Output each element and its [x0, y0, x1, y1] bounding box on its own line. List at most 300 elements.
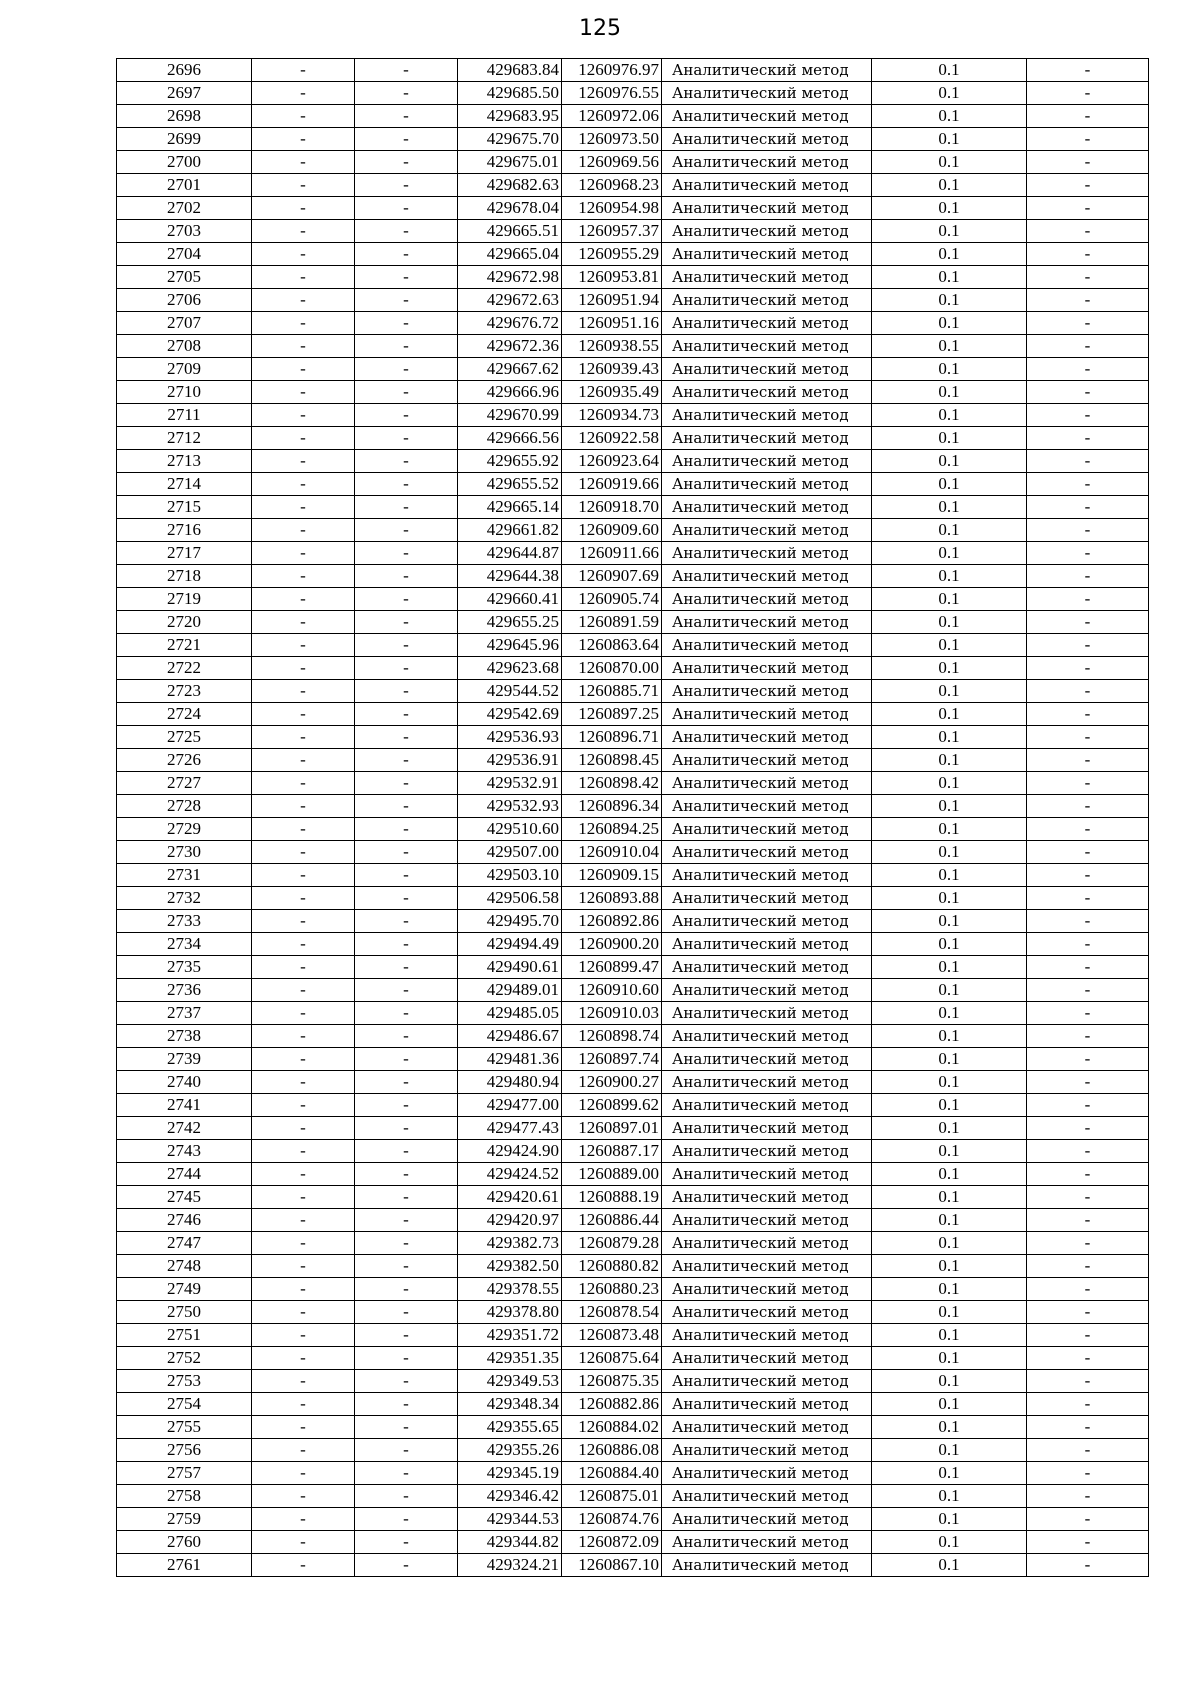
empty-cell-2: - — [355, 335, 458, 358]
coord-x: 429324.21 — [458, 1554, 562, 1577]
coord-y: 1260910.60 — [562, 979, 662, 1002]
point-number: 2716 — [117, 519, 252, 542]
empty-cell-1: - — [252, 266, 355, 289]
point-number: 2719 — [117, 588, 252, 611]
empty-cell-3: - — [1027, 726, 1149, 749]
accuracy-cell: 0.1 — [872, 703, 1027, 726]
table-row — [117, 1163, 1149, 1186]
empty-cell-3: - — [1027, 933, 1149, 956]
point-number: 2752 — [117, 1347, 252, 1370]
coord-x: 429495.70 — [458, 910, 562, 933]
empty-cell-1: - — [252, 772, 355, 795]
coord-y: 1260898.45 — [562, 749, 662, 772]
table-row — [117, 519, 1149, 542]
coord-y: 1260934.73 — [562, 404, 662, 427]
table-row — [117, 1324, 1149, 1347]
empty-cell-2: - — [355, 979, 458, 1002]
table-row — [117, 1485, 1149, 1508]
table-row — [117, 312, 1149, 335]
accuracy-cell: 0.1 — [872, 381, 1027, 404]
point-number: 2704 — [117, 243, 252, 266]
empty-cell-2: - — [355, 1048, 458, 1071]
coord-y: 1260886.08 — [562, 1439, 662, 1462]
table-row — [117, 841, 1149, 864]
accuracy-cell: 0.1 — [872, 933, 1027, 956]
accuracy-cell: 0.1 — [872, 289, 1027, 312]
point-number: 2740 — [117, 1071, 252, 1094]
coord-x: 429477.00 — [458, 1094, 562, 1117]
method-cell: Аналитический метод — [662, 1370, 872, 1393]
coord-x: 429481.36 — [458, 1048, 562, 1071]
coord-y: 1260898.42 — [562, 772, 662, 795]
accuracy-cell: 0.1 — [872, 749, 1027, 772]
coord-x: 429655.25 — [458, 611, 562, 634]
coord-x: 429351.72 — [458, 1324, 562, 1347]
method-cell: Аналитический метод — [662, 1278, 872, 1301]
accuracy-cell: 0.1 — [872, 1048, 1027, 1071]
coord-x: 429532.93 — [458, 795, 562, 818]
empty-cell-3: - — [1027, 680, 1149, 703]
accuracy-cell: 0.1 — [872, 795, 1027, 818]
table-row — [117, 220, 1149, 243]
empty-cell-3: - — [1027, 1163, 1149, 1186]
table-row — [117, 956, 1149, 979]
method-cell: Аналитический метод — [662, 289, 872, 312]
empty-cell-3: - — [1027, 1531, 1149, 1554]
empty-cell-2: - — [355, 680, 458, 703]
empty-cell-1: - — [252, 1393, 355, 1416]
point-number: 2746 — [117, 1209, 252, 1232]
empty-cell-2: - — [355, 1209, 458, 1232]
coord-y: 1260886.44 — [562, 1209, 662, 1232]
table-body — [117, 59, 1149, 1577]
method-cell: Аналитический метод — [662, 910, 872, 933]
table-row — [117, 1025, 1149, 1048]
empty-cell-3: - — [1027, 1117, 1149, 1140]
table-row — [117, 1416, 1149, 1439]
point-number: 2758 — [117, 1485, 252, 1508]
coord-x: 429665.51 — [458, 220, 562, 243]
table-row — [117, 703, 1149, 726]
empty-cell-2: - — [355, 289, 458, 312]
empty-cell-2: - — [355, 1324, 458, 1347]
coord-y: 1260880.82 — [562, 1255, 662, 1278]
empty-cell-3: - — [1027, 657, 1149, 680]
empty-cell-1: - — [252, 795, 355, 818]
point-number: 2735 — [117, 956, 252, 979]
point-number: 2743 — [117, 1140, 252, 1163]
coord-x: 429544.52 — [458, 680, 562, 703]
table-row — [117, 1186, 1149, 1209]
empty-cell-3: - — [1027, 795, 1149, 818]
point-number: 2703 — [117, 220, 252, 243]
table-row — [117, 588, 1149, 611]
coord-y: 1260897.25 — [562, 703, 662, 726]
empty-cell-2: - — [355, 956, 458, 979]
accuracy-cell: 0.1 — [872, 1416, 1027, 1439]
method-cell: Аналитический метод — [662, 1094, 872, 1117]
table-row — [117, 979, 1149, 1002]
empty-cell-1: - — [252, 1462, 355, 1485]
method-cell: Аналитический метод — [662, 174, 872, 197]
empty-cell-1: - — [252, 1186, 355, 1209]
empty-cell-1: - — [252, 611, 355, 634]
empty-cell-1: - — [252, 1163, 355, 1186]
coord-x: 429661.82 — [458, 519, 562, 542]
coord-x: 429344.82 — [458, 1531, 562, 1554]
point-number: 2736 — [117, 979, 252, 1002]
accuracy-cell: 0.1 — [872, 956, 1027, 979]
coord-y: 1260951.94 — [562, 289, 662, 312]
method-cell: Аналитический метод — [662, 312, 872, 335]
table-row — [117, 1554, 1149, 1577]
point-number: 2717 — [117, 542, 252, 565]
coord-y: 1260867.10 — [562, 1554, 662, 1577]
coord-y: 1260923.64 — [562, 450, 662, 473]
point-number: 2730 — [117, 841, 252, 864]
point-number: 2745 — [117, 1186, 252, 1209]
table-row — [117, 404, 1149, 427]
empty-cell-3: - — [1027, 818, 1149, 841]
point-number: 2701 — [117, 174, 252, 197]
accuracy-cell: 0.1 — [872, 105, 1027, 128]
accuracy-cell: 0.1 — [872, 519, 1027, 542]
coord-y: 1260918.70 — [562, 496, 662, 519]
empty-cell-1: - — [252, 887, 355, 910]
table-row — [117, 910, 1149, 933]
method-cell: Аналитический метод — [662, 657, 872, 680]
point-number: 2700 — [117, 151, 252, 174]
empty-cell-1: - — [252, 979, 355, 1002]
table-row — [117, 611, 1149, 634]
coord-x: 429382.50 — [458, 1255, 562, 1278]
empty-cell-3: - — [1027, 82, 1149, 105]
point-number: 2761 — [117, 1554, 252, 1577]
empty-cell-2: - — [355, 151, 458, 174]
point-number: 2699 — [117, 128, 252, 151]
empty-cell-1: - — [252, 1301, 355, 1324]
empty-cell-3: - — [1027, 1186, 1149, 1209]
empty-cell-1: - — [252, 1508, 355, 1531]
accuracy-cell: 0.1 — [872, 1163, 1027, 1186]
method-cell: Аналитический метод — [662, 1301, 872, 1324]
accuracy-cell: 0.1 — [872, 59, 1027, 82]
coord-y: 1260900.27 — [562, 1071, 662, 1094]
coord-x: 429348.34 — [458, 1393, 562, 1416]
empty-cell-1: - — [252, 197, 355, 220]
accuracy-cell: 0.1 — [872, 404, 1027, 427]
method-cell: Аналитический метод — [662, 864, 872, 887]
empty-cell-1: - — [252, 243, 355, 266]
empty-cell-3: - — [1027, 1439, 1149, 1462]
accuracy-cell: 0.1 — [872, 1002, 1027, 1025]
coord-y: 1260954.98 — [562, 197, 662, 220]
point-number: 2697 — [117, 82, 252, 105]
point-number: 2750 — [117, 1301, 252, 1324]
accuracy-cell: 0.1 — [872, 1439, 1027, 1462]
empty-cell-3: - — [1027, 588, 1149, 611]
coord-x: 429675.01 — [458, 151, 562, 174]
empty-cell-1: - — [252, 427, 355, 450]
table-row — [117, 1048, 1149, 1071]
accuracy-cell: 0.1 — [872, 1071, 1027, 1094]
coord-y: 1260880.23 — [562, 1278, 662, 1301]
table-row — [117, 1393, 1149, 1416]
coord-x: 429683.84 — [458, 59, 562, 82]
accuracy-cell: 0.1 — [872, 1301, 1027, 1324]
coord-x: 429355.65 — [458, 1416, 562, 1439]
accuracy-cell: 0.1 — [872, 680, 1027, 703]
table-row — [117, 1094, 1149, 1117]
method-cell: Аналитический метод — [662, 1255, 872, 1278]
coord-x: 429420.61 — [458, 1186, 562, 1209]
empty-cell-3: - — [1027, 1140, 1149, 1163]
empty-cell-1: - — [252, 956, 355, 979]
table-row — [117, 772, 1149, 795]
table-row — [117, 358, 1149, 381]
coord-y: 1260900.20 — [562, 933, 662, 956]
coord-y: 1260884.40 — [562, 1462, 662, 1485]
coord-y: 1260884.02 — [562, 1416, 662, 1439]
coord-x: 429506.58 — [458, 887, 562, 910]
accuracy-cell: 0.1 — [872, 335, 1027, 358]
empty-cell-3: - — [1027, 542, 1149, 565]
empty-cell-2: - — [355, 864, 458, 887]
method-cell: Аналитический метод — [662, 772, 872, 795]
table-row — [117, 657, 1149, 680]
empty-cell-1: - — [252, 151, 355, 174]
coord-y: 1260893.88 — [562, 887, 662, 910]
empty-cell-1: - — [252, 1347, 355, 1370]
point-number: 2721 — [117, 634, 252, 657]
table-row — [117, 289, 1149, 312]
coord-y: 1260878.54 — [562, 1301, 662, 1324]
coord-x: 429672.63 — [458, 289, 562, 312]
empty-cell-3: - — [1027, 496, 1149, 519]
table-row — [117, 1301, 1149, 1324]
method-cell: Аналитический метод — [662, 1025, 872, 1048]
empty-cell-2: - — [355, 1002, 458, 1025]
empty-cell-2: - — [355, 197, 458, 220]
empty-cell-3: - — [1027, 1025, 1149, 1048]
empty-cell-3: - — [1027, 1324, 1149, 1347]
empty-cell-2: - — [355, 358, 458, 381]
empty-cell-2: - — [355, 381, 458, 404]
coord-y: 1260922.58 — [562, 427, 662, 450]
coord-x: 429378.80 — [458, 1301, 562, 1324]
empty-cell-1: - — [252, 473, 355, 496]
empty-cell-1: - — [252, 1094, 355, 1117]
method-cell: Аналитический метод — [662, 680, 872, 703]
table-row — [117, 933, 1149, 956]
method-cell: Аналитический метод — [662, 266, 872, 289]
accuracy-cell: 0.1 — [872, 197, 1027, 220]
method-cell: Аналитический метод — [662, 358, 872, 381]
method-cell: Аналитический метод — [662, 1117, 872, 1140]
accuracy-cell: 0.1 — [872, 450, 1027, 473]
point-number: 2722 — [117, 657, 252, 680]
empty-cell-2: - — [355, 1232, 458, 1255]
accuracy-cell: 0.1 — [872, 864, 1027, 887]
empty-cell-2: - — [355, 565, 458, 588]
method-cell: Аналитический метод — [662, 105, 872, 128]
empty-cell-2: - — [355, 611, 458, 634]
method-cell: Аналитический метод — [662, 59, 872, 82]
empty-cell-1: - — [252, 1554, 355, 1577]
accuracy-cell: 0.1 — [872, 1025, 1027, 1048]
table-row — [117, 1209, 1149, 1232]
point-number: 2739 — [117, 1048, 252, 1071]
empty-cell-2: - — [355, 243, 458, 266]
coord-x: 429536.91 — [458, 749, 562, 772]
coord-x: 429667.62 — [458, 358, 562, 381]
empty-cell-1: - — [252, 933, 355, 956]
point-number: 2738 — [117, 1025, 252, 1048]
empty-cell-3: - — [1027, 1554, 1149, 1577]
empty-cell-2: - — [355, 772, 458, 795]
coord-x: 429536.93 — [458, 726, 562, 749]
accuracy-cell: 0.1 — [872, 128, 1027, 151]
empty-cell-3: - — [1027, 266, 1149, 289]
coord-x: 429645.96 — [458, 634, 562, 657]
accuracy-cell: 0.1 — [872, 726, 1027, 749]
coord-x: 429485.05 — [458, 1002, 562, 1025]
empty-cell-3: - — [1027, 1508, 1149, 1531]
empty-cell-1: - — [252, 220, 355, 243]
empty-cell-1: - — [252, 59, 355, 82]
table-row — [117, 1117, 1149, 1140]
empty-cell-3: - — [1027, 174, 1149, 197]
method-cell: Аналитический метод — [662, 1462, 872, 1485]
coord-y: 1260882.86 — [562, 1393, 662, 1416]
coord-x: 429675.70 — [458, 128, 562, 151]
table-row — [117, 105, 1149, 128]
coord-y: 1260976.55 — [562, 82, 662, 105]
empty-cell-2: - — [355, 1255, 458, 1278]
empty-cell-3: - — [1027, 1048, 1149, 1071]
coord-x: 429623.68 — [458, 657, 562, 680]
empty-cell-1: - — [252, 128, 355, 151]
empty-cell-3: - — [1027, 128, 1149, 151]
point-number: 2706 — [117, 289, 252, 312]
table-row — [117, 335, 1149, 358]
point-number: 2727 — [117, 772, 252, 795]
coord-y: 1260938.55 — [562, 335, 662, 358]
table-row — [117, 795, 1149, 818]
empty-cell-3: - — [1027, 1209, 1149, 1232]
table-row — [117, 1071, 1149, 1094]
coord-x: 429489.01 — [458, 979, 562, 1002]
empty-cell-3: - — [1027, 1255, 1149, 1278]
accuracy-cell: 0.1 — [872, 1186, 1027, 1209]
method-cell: Аналитический метод — [662, 1071, 872, 1094]
method-cell: Аналитический метод — [662, 1002, 872, 1025]
coord-x: 429486.67 — [458, 1025, 562, 1048]
point-number: 2731 — [117, 864, 252, 887]
coord-y: 1260911.66 — [562, 542, 662, 565]
accuracy-cell: 0.1 — [872, 312, 1027, 335]
accuracy-cell: 0.1 — [872, 358, 1027, 381]
empty-cell-2: - — [355, 1554, 458, 1577]
point-number: 2737 — [117, 1002, 252, 1025]
empty-cell-3: - — [1027, 1301, 1149, 1324]
table-row — [117, 427, 1149, 450]
point-number: 2720 — [117, 611, 252, 634]
empty-cell-3: - — [1027, 1071, 1149, 1094]
accuracy-cell: 0.1 — [872, 1324, 1027, 1347]
point-number: 2712 — [117, 427, 252, 450]
empty-cell-2: - — [355, 1278, 458, 1301]
table-row — [117, 542, 1149, 565]
empty-cell-2: - — [355, 1370, 458, 1393]
table-row — [117, 1508, 1149, 1531]
point-number: 2713 — [117, 450, 252, 473]
coord-y: 1260888.19 — [562, 1186, 662, 1209]
coord-x: 429666.96 — [458, 381, 562, 404]
empty-cell-2: - — [355, 519, 458, 542]
empty-cell-1: - — [252, 358, 355, 381]
point-number: 2702 — [117, 197, 252, 220]
method-cell: Аналитический метод — [662, 1163, 872, 1186]
method-cell: Аналитический метод — [662, 749, 872, 772]
coord-y: 1260972.06 — [562, 105, 662, 128]
empty-cell-1: - — [252, 910, 355, 933]
coord-y: 1260905.74 — [562, 588, 662, 611]
empty-cell-1: - — [252, 1232, 355, 1255]
empty-cell-1: - — [252, 657, 355, 680]
method-cell: Аналитический метод — [662, 496, 872, 519]
accuracy-cell: 0.1 — [872, 1485, 1027, 1508]
accuracy-cell: 0.1 — [872, 427, 1027, 450]
empty-cell-2: - — [355, 266, 458, 289]
empty-cell-3: - — [1027, 772, 1149, 795]
empty-cell-1: - — [252, 1255, 355, 1278]
point-number: 2756 — [117, 1439, 252, 1462]
table-row — [117, 749, 1149, 772]
empty-cell-3: - — [1027, 473, 1149, 496]
empty-cell-2: - — [355, 1071, 458, 1094]
method-cell: Аналитический метод — [662, 82, 872, 105]
point-number: 2744 — [117, 1163, 252, 1186]
accuracy-cell: 0.1 — [872, 1347, 1027, 1370]
empty-cell-1: - — [252, 1002, 355, 1025]
accuracy-cell: 0.1 — [872, 1393, 1027, 1416]
point-number: 2754 — [117, 1393, 252, 1416]
empty-cell-3: - — [1027, 358, 1149, 381]
empty-cell-2: - — [355, 795, 458, 818]
method-cell: Аналитический метод — [662, 128, 872, 151]
empty-cell-1: - — [252, 841, 355, 864]
empty-cell-3: - — [1027, 289, 1149, 312]
coord-x: 429507.00 — [458, 841, 562, 864]
empty-cell-2: - — [355, 312, 458, 335]
accuracy-cell: 0.1 — [872, 220, 1027, 243]
empty-cell-2: - — [355, 726, 458, 749]
table-row — [117, 381, 1149, 404]
empty-cell-1: - — [252, 726, 355, 749]
method-cell: Аналитический метод — [662, 1347, 872, 1370]
empty-cell-2: - — [355, 1416, 458, 1439]
empty-cell-1: - — [252, 1324, 355, 1347]
empty-cell-1: - — [252, 565, 355, 588]
point-number: 2755 — [117, 1416, 252, 1439]
method-cell: Аналитический метод — [662, 197, 872, 220]
method-cell: Аналитический метод — [662, 841, 872, 864]
accuracy-cell: 0.1 — [872, 82, 1027, 105]
empty-cell-3: - — [1027, 519, 1149, 542]
empty-cell-2: - — [355, 473, 458, 496]
empty-cell-2: - — [355, 1301, 458, 1324]
